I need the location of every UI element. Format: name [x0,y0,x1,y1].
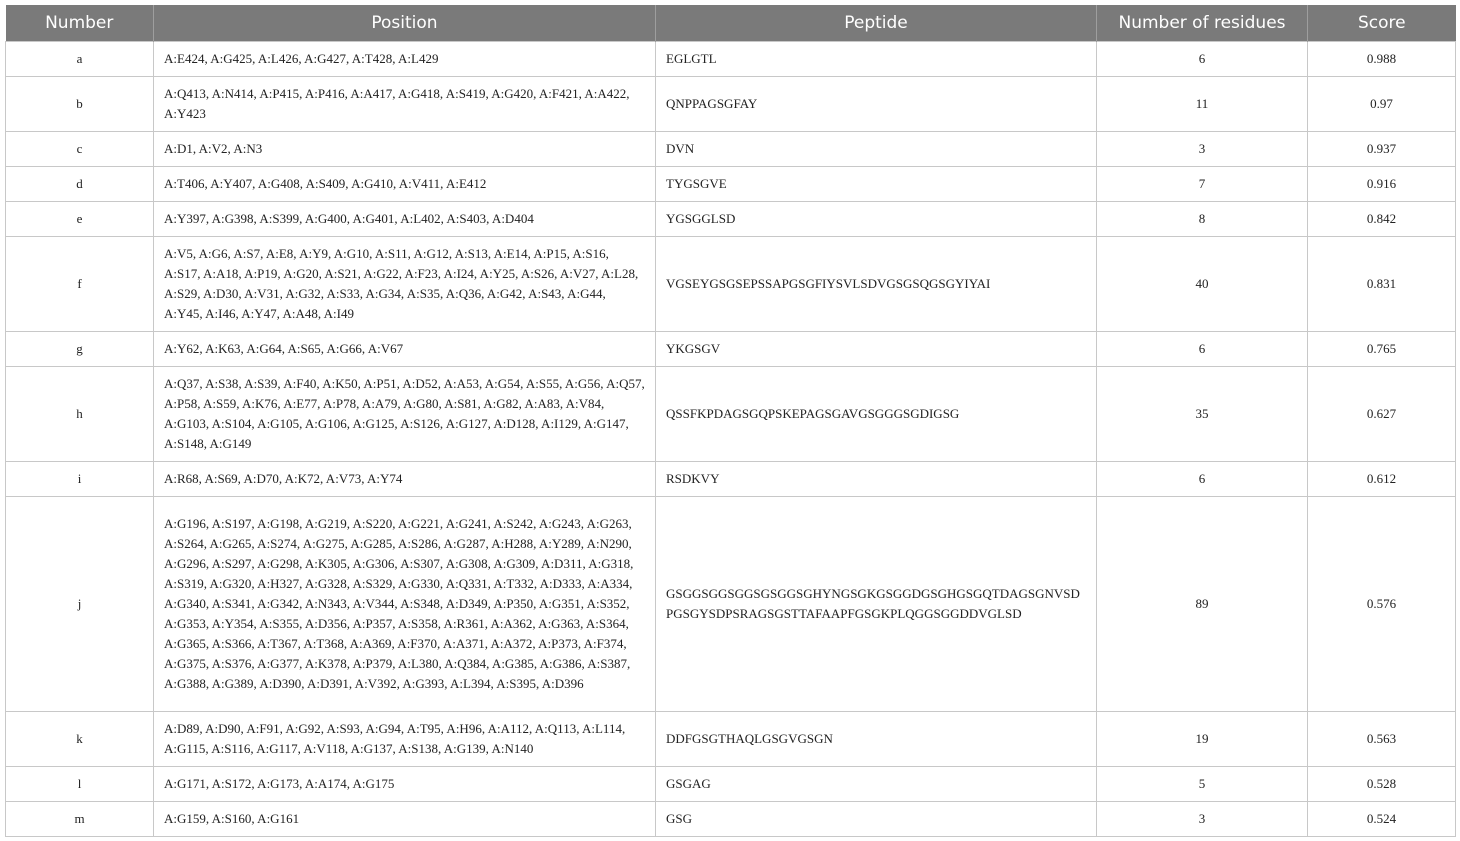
number-cell: f [6,237,154,332]
number-cell: k [6,712,154,767]
peptide-cell: EGLGTL [656,42,1097,77]
table-row [6,167,1456,202]
residues-cell: 3 [1097,802,1308,837]
number-cell: g [6,332,154,367]
score-cell: 0.831 [1308,237,1456,332]
peptide-cell: GSG [656,802,1097,837]
score-cell: 0.627 [1308,367,1456,462]
position-cell: A:R68, A:S69, A:D70, A:K72, A:V73, A:Y74 [154,462,656,497]
peptide-cell: RSDKVY [656,462,1097,497]
peptide-cell: YKGSGV [656,332,1097,367]
peptide-cell: YGSGGLSD [656,202,1097,237]
position-cell: A:Q37, A:S38, A:S39, A:F40, A:K50, A:P51, A:D52, A:A53, A:G54, A:S55, A:G56, A:Q57, A:P58, A:S59, A:K76, A:E77, A:P78, A:A79, A:G80, A:S81, A:G82, A:A83, A:V84, A:G103, A:S104, A:G105, A:G106, A:G125, A:S126, A:G127, A:D128, A:I129, A:G147, A:S148, A:G149 [154,367,656,462]
score-cell: 0.528 [1308,767,1456,802]
peptide-cell: VGSEYGSGSEPSSAPGSGFIYSVLSDVGSGSQGSGYIYAI [656,237,1097,332]
number-cell: j [6,497,154,712]
peptide-cell: GSGAG [656,767,1097,802]
column-header-residues: Number of residues [1097,5,1308,42]
position-cell: A:Y62, A:K63, A:G64, A:S65, A:G66, A:V67 [154,332,656,367]
peptide-cell: DVN [656,132,1097,167]
table-row [6,42,1456,77]
score-cell: 0.988 [1308,42,1456,77]
number-cell: i [6,462,154,497]
residues-cell: 8 [1097,202,1308,237]
residues-cell: 5 [1097,767,1308,802]
score-cell: 0.937 [1308,132,1456,167]
number-cell: h [6,367,154,462]
number-cell: m [6,802,154,837]
peptide-cell: QSSFKPDAGSGQPSKEPAGSGAVGSGGGSGDIGSG [656,367,1097,462]
position-cell: A:V5, A:G6, A:S7, A:E8, A:Y9, A:G10, A:S11, A:G12, A:S13, A:E14, A:P15, A:S16, A:S17, A:A18, A:P19, A:G20, A:S21, A:G22, A:F23, A:I24, A:Y25, A:S26, A:V27, A:L28, A:S29, A:D30, A:V31, A:G32, A:S33, A:G34, A:S35, A:Q36, A:G42, A:S43, A:G44, A:Y45, A:I46, A:Y47, A:A48, A:I49 [154,237,656,332]
column-header-score: Score [1308,5,1456,42]
table-row [6,802,1456,837]
table-row [6,497,1456,712]
score-cell: 0.842 [1308,202,1456,237]
number-cell: c [6,132,154,167]
position-cell: A:Q413, A:N414, A:P415, A:P416, A:A417, A:G418, A:S419, A:G420, A:F421, A:A422, A:Y423 [154,77,656,132]
residues-cell: 35 [1097,367,1308,462]
position-cell: A:G171, A:S172, A:G173, A:A174, A:G175 [154,767,656,802]
score-cell: 0.916 [1308,167,1456,202]
residues-cell: 6 [1097,332,1308,367]
number-cell: d [6,167,154,202]
residues-cell: 40 [1097,237,1308,332]
position-cell: A:E424, A:G425, A:L426, A:G427, A:T428, A:L429 [154,42,656,77]
position-cell: A:D89, A:D90, A:F91, A:G92, A:S93, A:G94, A:T95, A:H96, A:A112, A:Q113, A:L114, A:G115, A:S116, A:G117, A:V118, A:G137, A:S138, A:G139, A:N140 [154,712,656,767]
peptide-cell: QNPPAGSGFAY [656,77,1097,132]
position-cell: A:G159, A:S160, A:G161 [154,802,656,837]
residues-cell: 19 [1097,712,1308,767]
score-cell: 0.576 [1308,497,1456,712]
number-cell: b [6,77,154,132]
header-row [6,5,1456,42]
residues-cell: 7 [1097,167,1308,202]
table-row [6,367,1456,462]
position-cell: A:Y397, A:G398, A:S399, A:G400, A:G401, A:L402, A:S403, A:D404 [154,202,656,237]
score-cell: 0.612 [1308,462,1456,497]
column-header-number: Number [6,5,154,42]
table-row [6,77,1456,132]
position-cell: A:T406, A:Y407, A:G408, A:S409, A:G410, A:V411, A:E412 [154,167,656,202]
table-row [6,767,1456,802]
score-cell: 0.563 [1308,712,1456,767]
table-row [6,132,1456,167]
number-cell: l [6,767,154,802]
results-table [5,5,1456,837]
residues-cell: 6 [1097,42,1308,77]
peptide-cell: DDFGSGTHAQLGSGVGSGN [656,712,1097,767]
column-header-position: Position [154,5,656,42]
score-cell: 0.524 [1308,802,1456,837]
score-cell: 0.765 [1308,332,1456,367]
table-row [6,332,1456,367]
table-row [6,462,1456,497]
residues-cell: 6 [1097,462,1308,497]
peptide-cell: GSGGSGGSGGSGSGGSGHYNGSGKGSGGDGSGHGSGQTDAGSGNVSDPGSGYSDPSRAGSGSTTAFAAPFGSGKPLQGGSGGDDVGLSD [656,497,1097,712]
number-cell: e [6,202,154,237]
position-cell: A:D1, A:V2, A:N3 [154,132,656,167]
column-header-peptide: Peptide [656,5,1097,42]
table-row [6,237,1456,332]
residues-cell: 89 [1097,497,1308,712]
score-cell: 0.97 [1308,77,1456,132]
residues-cell: 11 [1097,77,1308,132]
number-cell: a [6,42,154,77]
table-row [6,712,1456,767]
peptide-cell: TYGSGVE [656,167,1097,202]
position-cell: A:G196, A:S197, A:G198, A:G219, A:S220, A:G221, A:G241, A:S242, A:G243, A:G263, A:S264, A:G265, A:S274, A:G275, A:G285, A:S286, A:G287, A:H288, A:Y289, A:N290, A:G296, A:S297, A:G298, A:K305, A:G306, A:S307, A:G308, A:G309, A:D311, A:G318, A:S319, A:G320, A:H327, A:G328, A:S329, A:G330, A:Q331, A:T332, A:D333, A:A334, A:G340, A:S341, A:G342, A:N343, A:V344, A:S348, A:D349, A:P350, A:G351, A:S352, A:G353, A:Y354, A:S355, A:D356, A:P357, A:S358, A:R361, A:A362, A:G363, A:S364, A:G365, A:S366, A:T367, A:T368, A:A369, A:F370, A:A371, A:A372, A:P373, A:F374, A:G375, A:S376, A:G377, A:K378, A:P379, A:L380, A:Q384, A:G385, A:G386, A:S387, A:G388, A:G389, A:D390, A:D391, A:V392, A:G393, A:L394, A:S395, A:D396 [154,497,656,712]
residues-cell: 3 [1097,132,1308,167]
table-row [6,202,1456,237]
